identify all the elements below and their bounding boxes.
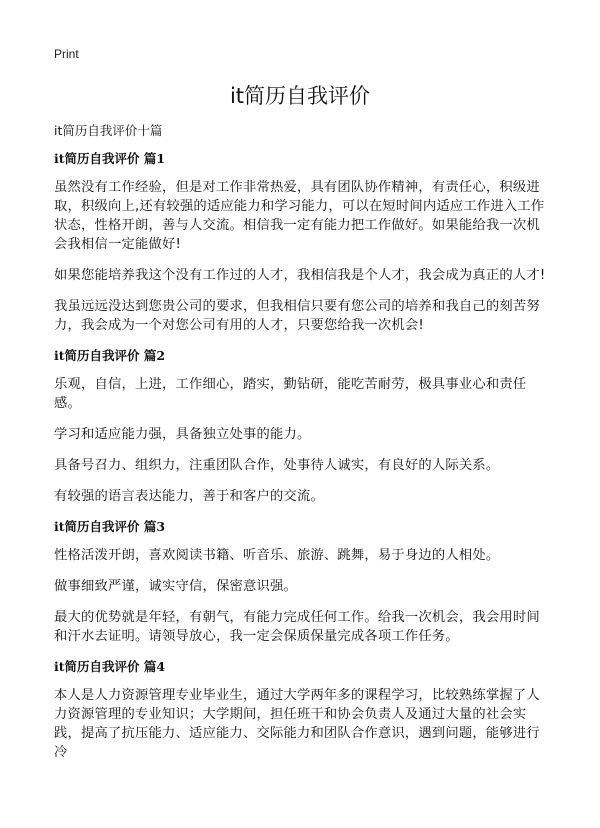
paragraph: 做事细致严谨，诚实守信，保密意识强。 (54, 579, 297, 594)
paragraph: 乐观，自信，上进，工作细心，踏实，勤钻研，能吃苦耐劳，极具事业心和责任感。 (54, 377, 527, 411)
paragraph: 学习和适应能力强，具备独立处事的能力。 (54, 427, 311, 442)
document-body (54, 150, 550, 774)
paragraph: 最大的优势就是年轻，有朝气，有能力完成任何工作。给我一次机会，我会用时间和汗水去证明。请领导放心，我一定会保质保量完成各项工作任务。 (54, 610, 540, 644)
paragraph: 虽然没有工作经验，但是对工作非常热爱，具有团队协作精神，有责任心，积级进取，积级向上,还有较强的适应能力和学习能力，可以在短时间内适应工作进入工作状态，性格开朗，善与人交流。相信我一定有能力把工作做好。如果能给我一次机会我相信一定能做好! (54, 180, 545, 252)
page-title: it简历自我评价 (229, 84, 371, 108)
section-2 (54, 347, 550, 506)
section-heading: it简历自我评价 篇4 (54, 659, 166, 674)
paragraph: 我虽远远没达到您贵公司的要求，但我相信只要有您公司的培养和我自己的刻苦努力，我会成为一个对您公司有用的人才，只要您给我一次机会! (54, 299, 540, 333)
print-link[interactable]: Print (54, 47, 79, 61)
paragraph: 具备号召力、组织力，注重团队合作，处事待人诚实，有良好的人际关系。 (54, 458, 500, 473)
section-4 (54, 658, 550, 762)
section-heading: it简历自我评价 篇1 (54, 151, 166, 166)
document-subtitle: it简历自我评价十篇 (54, 123, 163, 138)
paragraph: 本人是人力资源管理专业毕业生，通过大学两年多的课程学习，比较熟练掌握了人力资源管理的专业知识；大学期间，担任班干和协会负责人及通过大量的社会实践，提高了抗压能力、适应能力、交际能力和团队合作意识，遇到问题，能够进行冷 (54, 688, 540, 760)
section-heading: it简历自我评价 篇3 (54, 519, 166, 534)
section-1 (54, 150, 550, 335)
section-heading: it简历自我评价 篇2 (54, 348, 166, 363)
section-3 (54, 518, 550, 646)
paragraph: 有较强的语言表达能力，善于和客户的交流。 (54, 489, 324, 504)
paragraph: 如果您能培养我这个没有工作过的人才，我相信我是个人才，我会成为真正的人才! (54, 268, 546, 283)
paragraph: 性格活泼开朗，喜欢阅读书籍、听音乐、旅游、跳舞，易于身边的人相处。 (54, 548, 500, 563)
